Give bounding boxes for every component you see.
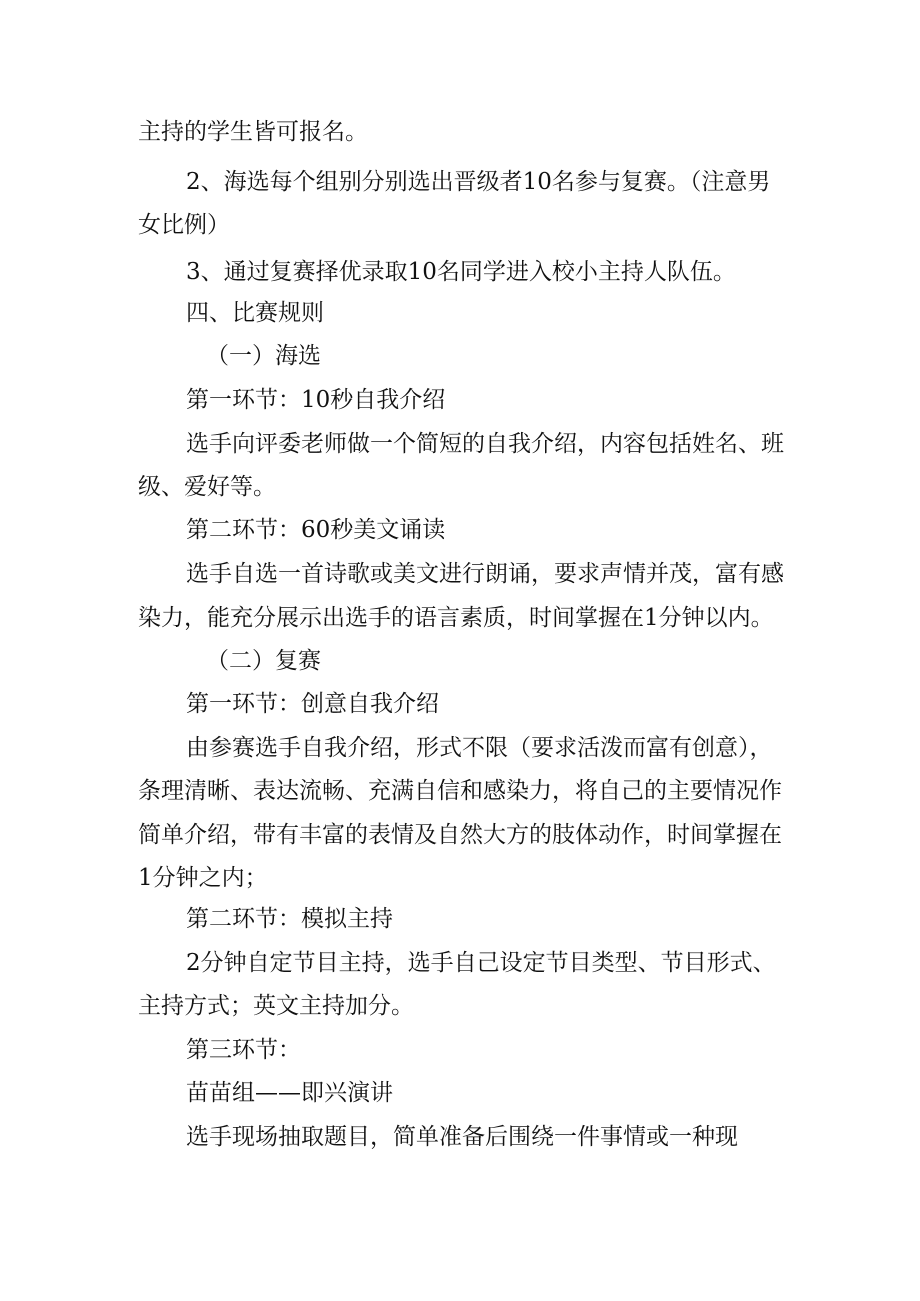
text-line: 选手向评委老师做一个简短的自我介绍，内容包括姓名、班 [186, 431, 784, 457]
text-line: 女比例） [138, 212, 230, 238]
text-line: 第一环节：创意自我介绍 [186, 691, 439, 717]
section-heading: 四、比赛规则 [186, 300, 324, 326]
text-line: 选手自选一首诗歌或美文进行朗诵，要求声情并茂，富有感 [186, 561, 784, 587]
text-line: 第二环节：模拟主持 [186, 906, 393, 932]
text-line: 第一环节：10秒自我介绍 [186, 387, 446, 413]
subsection-heading: （一）海选 [206, 343, 321, 369]
text-line: 2、海选每个组别分别选出晋级者10名参与复赛。（注意男 [186, 169, 771, 195]
text-line: 条理清晰、表达流畅、充满自信和感染力，将自己的主要情况作 [138, 778, 782, 804]
text-line: 苗苗组——即兴演讲 [186, 1080, 393, 1106]
text-line: 主持的学生皆可报名。 [138, 119, 368, 145]
text-line: 2分钟自定节目主持，选手自己设定节目类型、节目形式、 [186, 950, 776, 976]
text-line: 染力，能充分展示出选手的语言素质，时间掌握在1分钟以内。 [138, 605, 774, 631]
text-line: 级、爱好等。 [138, 474, 276, 500]
text-line: 简单介绍，带有丰富的表情及自然大方的肢体动作，时间掌握在 [138, 822, 782, 848]
text-line: 1分钟之内； [138, 865, 268, 891]
text-line: 选手现场抽取题目，简单准备后围绕一件事情或一种现 [186, 1124, 738, 1150]
text-line: 第三环节： [186, 1037, 301, 1063]
text-line: 由参赛选手自我介绍，形式不限（要求活泼而富有创意）， [186, 735, 773, 761]
text-line: 主持方式；英文主持加分。 [138, 993, 414, 1019]
subsection-heading: （二）复赛 [206, 648, 321, 674]
text-line: 3、通过复赛择优录取10名同学进入校小主持人队伍。 [186, 259, 736, 285]
text-line: 第二环节：60秒美文诵读 [186, 517, 446, 543]
